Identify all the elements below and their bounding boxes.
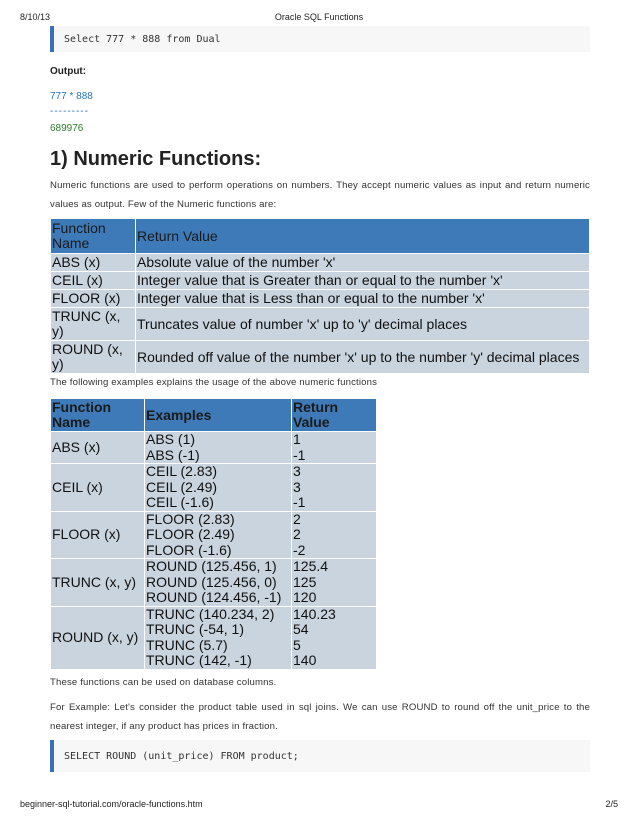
function-name-cell: TRUNC (x, y) <box>51 308 135 340</box>
function-name-cell: FLOOR (x) <box>51 512 144 559</box>
header-examples: Examples <box>145 399 291 431</box>
function-name-cell: CEIL (x) <box>51 272 135 289</box>
table-row <box>51 607 376 669</box>
example-line: TRUNC (5.7) <box>146 636 228 653</box>
code-block-bottom <box>50 740 590 772</box>
return-value-cell: Absolute value of the number 'x' <box>136 254 589 271</box>
examples-cell <box>145 607 291 669</box>
example-line: ABS (-1) <box>146 446 200 463</box>
return-line: 2 <box>293 510 301 527</box>
examples-cell <box>145 432 291 463</box>
return-line: 54 <box>293 621 309 637</box>
return-line: 120 <box>293 589 317 605</box>
return-cell <box>292 559 376 606</box>
example-line: FLOOR (-1.6) <box>146 541 232 558</box>
example-line: FLOOR (2.49) <box>146 526 235 542</box>
table-row <box>51 290 589 307</box>
return-line: -1 <box>293 446 306 463</box>
examples-cell <box>145 559 291 606</box>
return-line: 140 <box>293 652 317 668</box>
return-line: 125 <box>293 573 317 590</box>
section-heading: 1) Numeric Functions: <box>50 148 262 170</box>
output-expression: 777 * 888 <box>50 91 93 102</box>
function-name-cell: ROUND (x, y) <box>51 341 135 373</box>
return-line: 140.23 <box>293 605 336 622</box>
page-footer-url: beginner-sql-tutorial.com/oracle-functions.htm <box>20 799 203 809</box>
note-paragraph: These functions can be used on database columns. <box>50 677 277 688</box>
return-line: 3 <box>293 463 301 479</box>
numeric-examples-table <box>50 398 377 670</box>
output-label: Output: <box>50 66 87 77</box>
code-block-top <box>50 26 590 52</box>
example-line: TRUNC (-54, 1) <box>146 621 245 637</box>
example-line: TRUNC (142, -1) <box>146 652 252 668</box>
header-function-name: Function Name <box>51 219 135 253</box>
function-name-cell: FLOOR (x) <box>51 290 135 307</box>
return-line: 3 <box>293 478 301 495</box>
return-value-cell: Integer value that is Greater than or equal to the number 'x' <box>136 272 589 289</box>
table-row <box>51 464 376 511</box>
example-line: CEIL (2.49) <box>146 478 218 495</box>
return-line: -1 <box>293 494 306 510</box>
table-row <box>51 308 589 340</box>
table-header-row <box>51 399 376 431</box>
intro-paragraph: Numeric functions are used to perform operations on numbers. They accept numeric values as input and return numeric values as output. Few of the Numeric functions are: <box>50 180 590 210</box>
header-return-value: Return Value <box>136 219 589 253</box>
output-result: 689976 <box>50 123 84 134</box>
example-line: ROUND (125.456, 0) <box>146 573 277 590</box>
function-name-cell: TRUNC (x, y) <box>51 559 144 606</box>
numeric-functions-table <box>50 218 590 374</box>
return-cell <box>292 432 376 463</box>
return-line: 2 <box>293 526 301 542</box>
header-function-name: Function Name <box>51 399 144 431</box>
code-text: Select 777 * 888 from Dual <box>64 33 221 45</box>
example-paragraph: For Example: Let's consider the product table used in sql joins. We can use ROUND to round off the unit_price to the nearest integer, if any product has prices in fraction. <box>50 702 590 732</box>
page-number: 2/5 <box>605 799 618 809</box>
output-separator: --------- <box>50 106 89 117</box>
table-row <box>51 272 589 289</box>
example-line: ROUND (125.456, 1) <box>146 558 277 574</box>
page-header-title: Oracle SQL Functions <box>274 12 364 22</box>
return-line: 5 <box>293 636 301 653</box>
return-line: 1 <box>293 431 301 447</box>
function-name-cell: CEIL (x) <box>51 464 144 511</box>
example-line: TRUNC (140.234, 2) <box>146 605 275 622</box>
return-cell <box>292 512 376 559</box>
function-name-cell: ABS (x) <box>51 432 144 463</box>
example-line: FLOOR (2.83) <box>146 510 235 527</box>
page-date: 8/10/13 <box>20 12 51 22</box>
table-row <box>51 341 589 373</box>
return-line: 125.4 <box>293 558 329 574</box>
examples-cell <box>145 464 291 511</box>
return-value-cell: Integer value that is Less than or equal to the number 'x' <box>136 290 589 307</box>
table-row <box>51 432 376 463</box>
return-cell <box>292 607 376 669</box>
table-row <box>51 512 376 559</box>
examples-intro: The following examples explains the usage of the above numeric functions <box>50 377 378 388</box>
return-value-cell: Truncates value of number 'x' up to 'y' decimal places <box>136 308 589 340</box>
header-return-value: Return Value <box>292 399 376 431</box>
return-cell <box>292 464 376 511</box>
example-line: CEIL (2.83) <box>146 463 218 479</box>
return-value-cell: Rounded off value of the number 'x' up to the number 'y' decimal places <box>136 341 589 373</box>
example-line: CEIL (-1.6) <box>146 494 214 510</box>
function-name-cell: ROUND (x, y) <box>51 607 144 669</box>
examples-cell <box>145 512 291 559</box>
code-text: SELECT ROUND (unit_price) FROM product; <box>64 750 299 762</box>
function-name-cell: ABS (x) <box>51 254 135 271</box>
example-line: ABS (1) <box>146 431 196 447</box>
table-header-row <box>51 219 589 253</box>
table-row <box>51 254 589 271</box>
example-line: ROUND (124.456, -1) <box>146 589 282 605</box>
table-row <box>51 559 376 606</box>
return-line: -2 <box>293 541 306 558</box>
